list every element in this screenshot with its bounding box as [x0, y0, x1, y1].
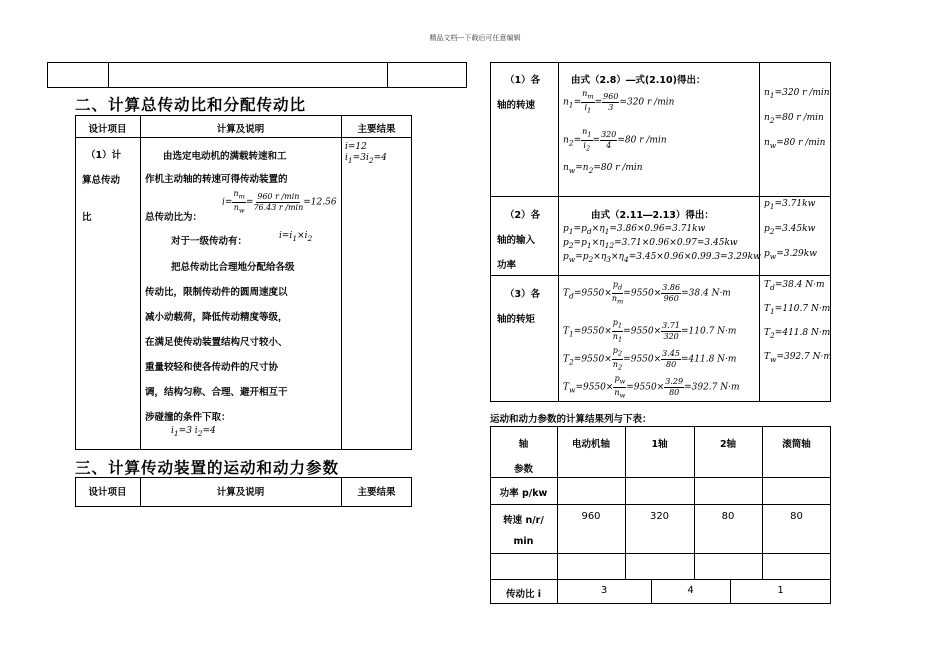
- r1-eq-n1: $n_1=$ $\frac{n_m}{i_1}$ = $\frac{960}{3}$ =320 r /min: [563, 89, 675, 115]
- st-speed-drum: 80: [790, 511, 803, 522]
- s2-para-2: 作机主动轴的转速可得传动装置的: [145, 174, 288, 185]
- s2-para-6: 传动比，限制传动件的圆周速度以: [145, 287, 288, 298]
- s2-para-9: 重量较轻和使各传动件的尺寸协: [145, 362, 279, 373]
- r1-item-line2: 轴的转速: [497, 100, 536, 111]
- top-stub-table: [47, 62, 467, 88]
- r3-eq-t1: $T_1=9550\times$ $\frac{p_1}{n_1}$ =9550× $\frac{3.71}{320}$ =110.7 N·m: [563, 318, 737, 344]
- section2-table: [75, 115, 412, 450]
- s3-col-result: 主要结果: [357, 487, 396, 498]
- s2-para-5: 把总传动比合理地分配给各级: [171, 262, 295, 273]
- r2-eq-p1: $p_1=p_d\times\eta_1=3.86\times 0.96=3.71kw$: [563, 224, 706, 236]
- section3-title: 三、计算传动装置的运动和动力参数: [75, 459, 340, 477]
- r2-heading: 由式（2.11―2.13）得出：: [591, 210, 714, 221]
- st-h-shaft1: 1轴: [651, 439, 668, 450]
- s2-para-10: 调，结构匀称、合理、避开相互干: [145, 387, 288, 398]
- r2-item-line1: （2）各: [505, 210, 541, 221]
- st-speed-shaft2: 80: [721, 511, 735, 522]
- s2-eq-chosen: $i_1=3$ $i_2=4$: [171, 426, 216, 438]
- r3-eq-td: $T_d=9550\times$ $\frac{p_d}{n_m}$ =9550× $\frac{3.86}{960}$ =38.4 N·m: [563, 280, 731, 306]
- r1-res-nw: $n_w=80$ r /min: [764, 138, 826, 150]
- r1-eq-n2: $n_2=$ $\frac{n_1}{i_2}$ = $\frac{320}{4}$ =80 r /min: [563, 127, 667, 153]
- r3-res-t1: $T_1=110.7$ N·m: [764, 304, 831, 316]
- r1-heading: 由式（2.8）―式(2.10)得出：: [571, 75, 706, 86]
- s2-item-line3: 比: [82, 212, 92, 223]
- s2-eq-total-ratio: i= $\frac{n_m}{n_w}$ = $\frac{960 r /\min}{76.43 r /\min}$ =12.56: [222, 189, 337, 215]
- st-ratio-3: 1: [777, 585, 784, 596]
- r3-res-td: $T_d=38.4$ N·m: [764, 280, 825, 292]
- summary-caption: 运动和动力参数的计算结果列与下表：: [490, 414, 652, 425]
- r1-res-n1: $n_1=320$ r /min: [764, 88, 830, 100]
- st-h-shaft2: 2轴: [719, 439, 737, 450]
- s2-para-4: 对于一级传动有：: [171, 236, 248, 247]
- s2-result-i12: $i_1=3i_2=4$: [345, 153, 387, 165]
- r3-eq-tw: $T_w=9550\times$ $\frac{p_w}{n_w}$ =9550× $\frac{3.29}{80}$ =392.7 N·m: [563, 374, 740, 400]
- s2-para-1: 由选定电动机的满载转速和工: [163, 151, 287, 162]
- s2-para-8: 在满足使传动装置结构尺寸较小、: [145, 337, 288, 348]
- s2-eq-ratio-split: $i=i_1\times i_2$: [279, 231, 313, 243]
- st-h-axis: 轴: [518, 439, 529, 450]
- st-h-drum: 滚筒轴: [782, 439, 811, 450]
- page-header: 精品文档---下载后可任意编辑: [429, 34, 521, 42]
- st-h-param: 参数: [513, 464, 533, 475]
- r3-res-t2: $T_2=411.8$ N·m: [764, 328, 831, 340]
- s2-result-i: i=12: [345, 142, 367, 152]
- r2-res-pw: $p_w=3.29kw$: [764, 249, 817, 261]
- st-ratio-label: 传动比 i: [505, 589, 542, 600]
- r2-res-p1: $p_1=3.71kw$: [764, 199, 816, 211]
- r1-eq-nw: $n_w=n_2=80$ r /min: [563, 163, 643, 175]
- s2-col-calc: 计算及说明: [216, 124, 265, 135]
- s2-col-design: 设计项目: [88, 124, 127, 135]
- s3-col-design: 设计项目: [88, 487, 127, 498]
- s2-col-result: 主要结果: [357, 124, 396, 135]
- st-speed-motor: 960: [581, 511, 601, 522]
- r1-item-line1: （1）各: [505, 75, 541, 86]
- st-power-label: 功率 p/kw: [499, 488, 548, 499]
- r3-item-line1: （3）各: [505, 289, 541, 300]
- r2-res-p2: $p_2=3.45kw$: [764, 224, 816, 236]
- r2-item-line3: 功率: [497, 260, 517, 271]
- st-h-motor: 电动机轴: [571, 439, 610, 450]
- s2-para-3: 总传动比为：: [145, 212, 203, 223]
- st-speed-shaft1: 320: [649, 511, 670, 522]
- r2-item-line2: 轴的输入: [497, 235, 536, 246]
- r2-eq-pw: $p_w=p_2\times\eta_3\times\eta_4=3.45\times 0.96\times 0.99.3=3.29kw$: [563, 252, 761, 264]
- s2-item-line1: （1）计: [86, 150, 122, 161]
- st-ratio-1: 3: [600, 585, 608, 596]
- st-ratio-2: 4: [687, 585, 694, 596]
- s3-col-calc: 计算及说明: [216, 487, 265, 498]
- st-speed-label-unit: min: [513, 536, 534, 547]
- r3-item-line2: 轴的转矩: [497, 314, 536, 325]
- s2-item-line2: 算总传动: [82, 175, 121, 186]
- st-speed-label: 转速 n/r/: [503, 515, 544, 526]
- r1-res-n2: $n_2=80$ r /min: [764, 113, 824, 125]
- r3-res-tw: $T_w=392.7$ N·m: [764, 352, 832, 364]
- r3-eq-t2: $T_2=9550\times$ $\frac{p_2}{n_2}$ =9550× $\frac{3.45}{80}$ =411.8 N·m: [563, 346, 737, 372]
- s2-para-7: 减小动载荷，降低传动精度等级，: [145, 312, 288, 323]
- r2-eq-p2: $p_2=p_1\times\eta_{12}=3.71\times 0.96\times 0.97=3.45kw$: [563, 238, 738, 250]
- section2-title: 二、计算总传动比和分配传动比: [75, 96, 307, 114]
- s2-para-11: 涉碰撞的条件下取：: [145, 412, 231, 423]
